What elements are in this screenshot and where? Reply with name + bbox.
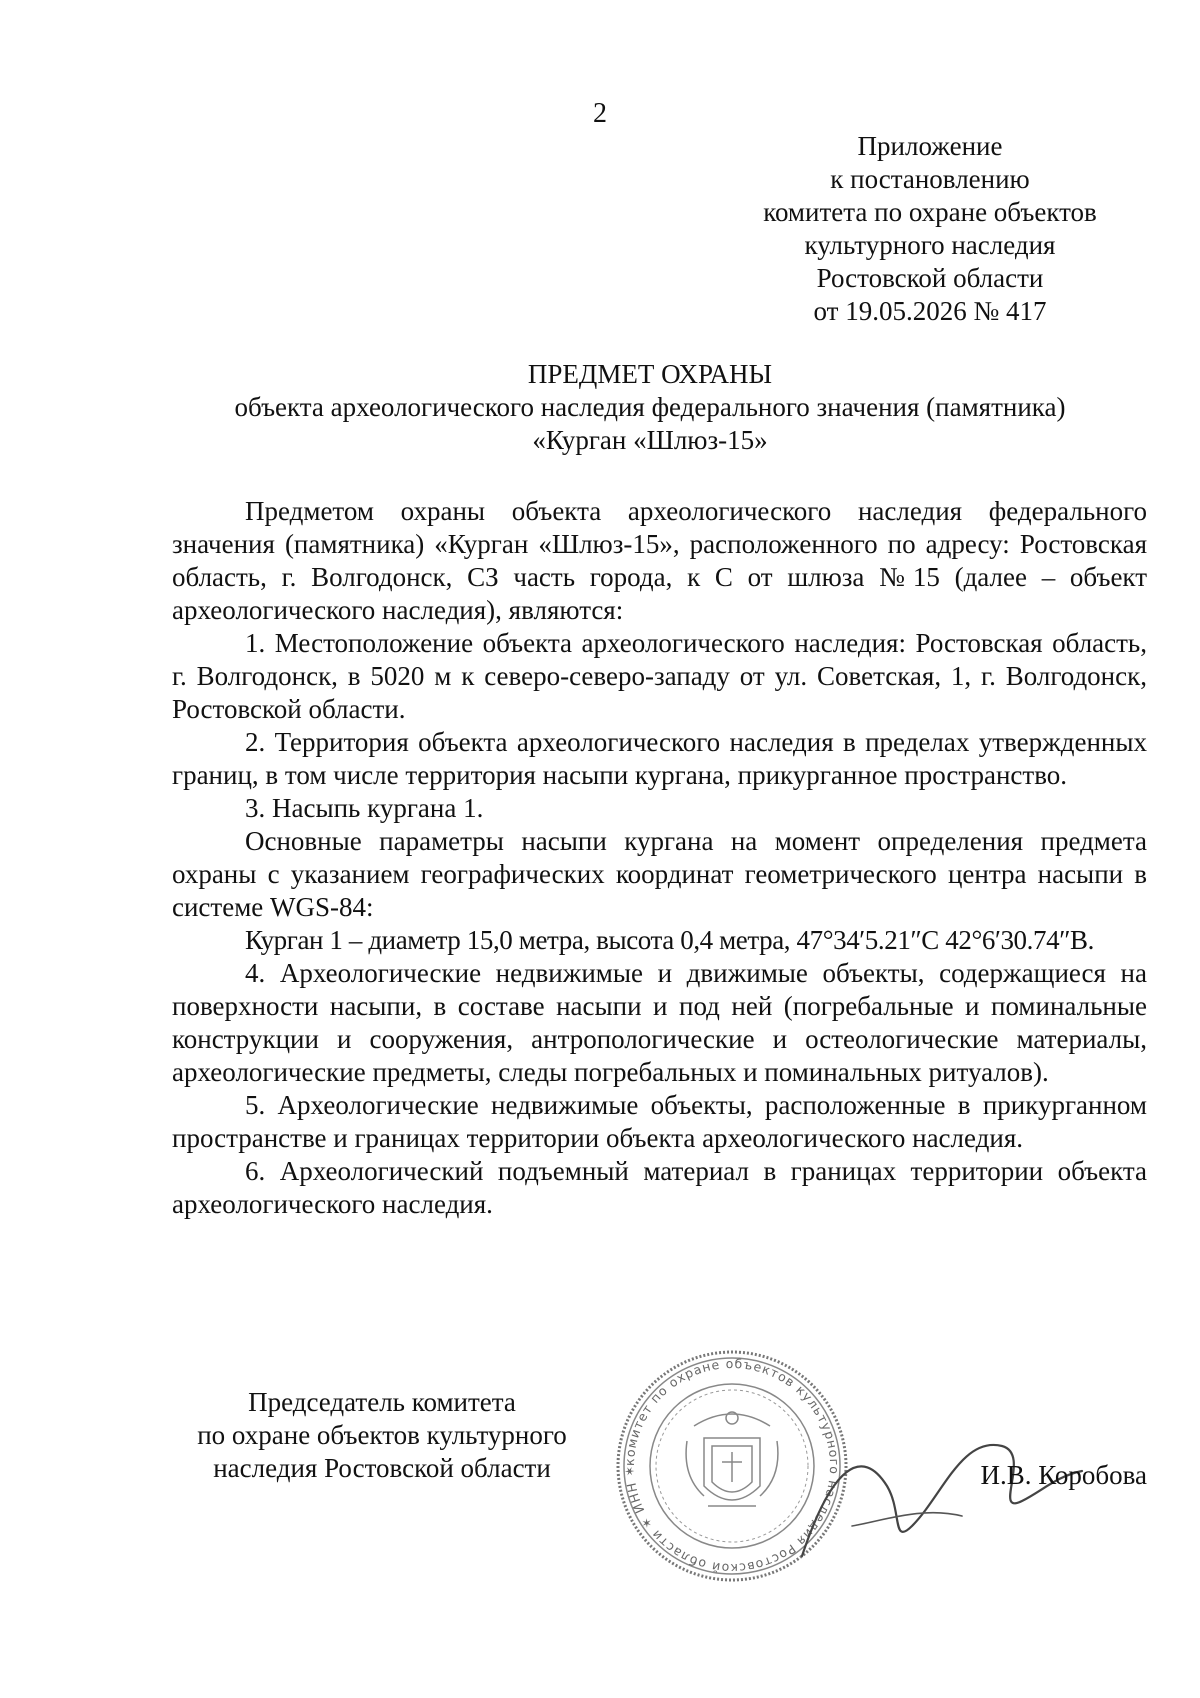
appendix-block xyxy=(730,130,1130,328)
body-paragraph: 2. Территория объекта археологического наследия в пределах утвержденных границ, в том числе территория насыпи кургана, прикурганное пространство. xyxy=(172,727,1147,790)
signatory-name: И.В. Коробова xyxy=(980,1460,1147,1490)
signature-block xyxy=(172,1355,1147,1616)
appendix-line: к постановлению xyxy=(830,164,1030,194)
title-line: «Курган «Шлюз-15» xyxy=(532,425,768,455)
body-paragraph: 6. Археологический подъемный материал в границах территории объекта археологического наследия. xyxy=(172,1156,1147,1219)
page-number: 2 xyxy=(593,98,607,129)
document-body xyxy=(172,495,1147,1221)
handwritten-signature xyxy=(792,1406,1092,1606)
position-line: наследия Ростовской области xyxy=(213,1453,551,1483)
signatory-position xyxy=(172,1386,592,1485)
appendix-line: культурного наследия xyxy=(804,230,1056,260)
coordinates-paragraph: Курган 1 – диаметр 15,0 метра, высота 0,4 метра, 47°34′5.21″С 42°6′30.74″В. xyxy=(245,925,1095,955)
appendix-line: от 19.05.2026 № 417 xyxy=(813,296,1047,326)
body-paragraph: 3. Насыпь кургана 1. xyxy=(245,793,484,823)
body-paragraph: 5. Археологические недвижимые объекты, расположенные в прикурганном пространстве и границах территории объекта археологического наследия. xyxy=(172,1090,1147,1153)
position-line: по охране объектов культурного xyxy=(197,1420,567,1450)
title-line: объекта археологического наследия федерального значения (памятника) xyxy=(234,392,1066,422)
body-paragraph: 1. Местоположение объекта археологического наследия: Ростовская область, г. Волгодонск, в 5020 м к северо-северо-западу от ул. Советская, 1, г. Волгодонск, Ростовской области. xyxy=(172,628,1147,724)
body-paragraph: Основные параметры насыпи кургана на момент определения предмета охраны с указанием географических координат геометрического центра насыпи в системе WGS-84: xyxy=(172,826,1147,922)
title-heading: ПРЕДМЕТ ОХРАНЫ xyxy=(527,359,773,389)
appendix-line: комитета по охране объектов xyxy=(763,197,1097,227)
appendix-line: Ростовской области xyxy=(816,263,1044,293)
appendix-line: Приложение xyxy=(857,131,1003,161)
body-paragraph: 4. Археологические недвижимые и движимые объекты, содержащиеся на поверхности насыпи, в составе насыпи и под ней (погребальные и поминальные конструкции и сооружения, антропологические и остеологические материалы, археологические предметы, следы погребальных и поминальных ритуалов). xyxy=(172,958,1147,1087)
position-line: Председатель комитета xyxy=(248,1387,516,1417)
body-paragraph: Предметом охраны объекта археологического наследия федерального значения (памятника) «Курган «Шлюз-15», расположенного по адресу: Ростовская область, г. Волгодонск, СЗ часть города, к С от шлюза №15 (далее – объект археологического наследия), являются: xyxy=(172,496,1147,625)
seal-text: комитет по охране объектов культурного наследия Ростовской области ✶ ИНН ✶ xyxy=(621,1355,843,1577)
document-title xyxy=(150,358,1150,457)
